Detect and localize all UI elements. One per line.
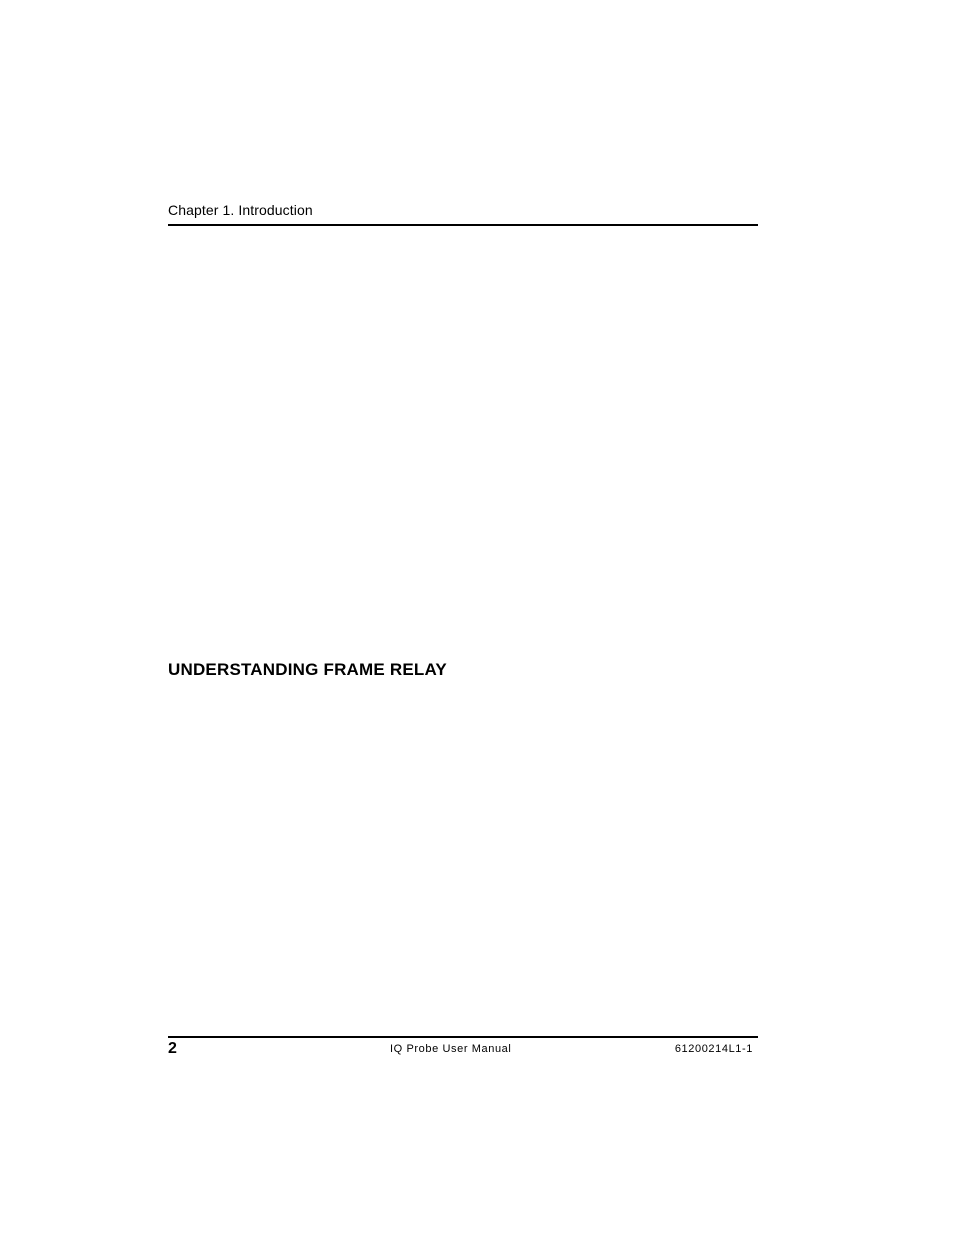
page-number: 2 — [168, 1040, 177, 1057]
document-number: 61200214L1-1 — [674, 1043, 753, 1055]
footer-divider — [168, 1036, 758, 1038]
footer-manual-title: IQ Probe User Manual — [390, 1043, 512, 1055]
running-header: Chapter 1. Introduction — [168, 202, 313, 218]
section-heading: UNDERSTANDING FRAME RELAY — [168, 660, 447, 679]
header-divider — [168, 224, 758, 226]
